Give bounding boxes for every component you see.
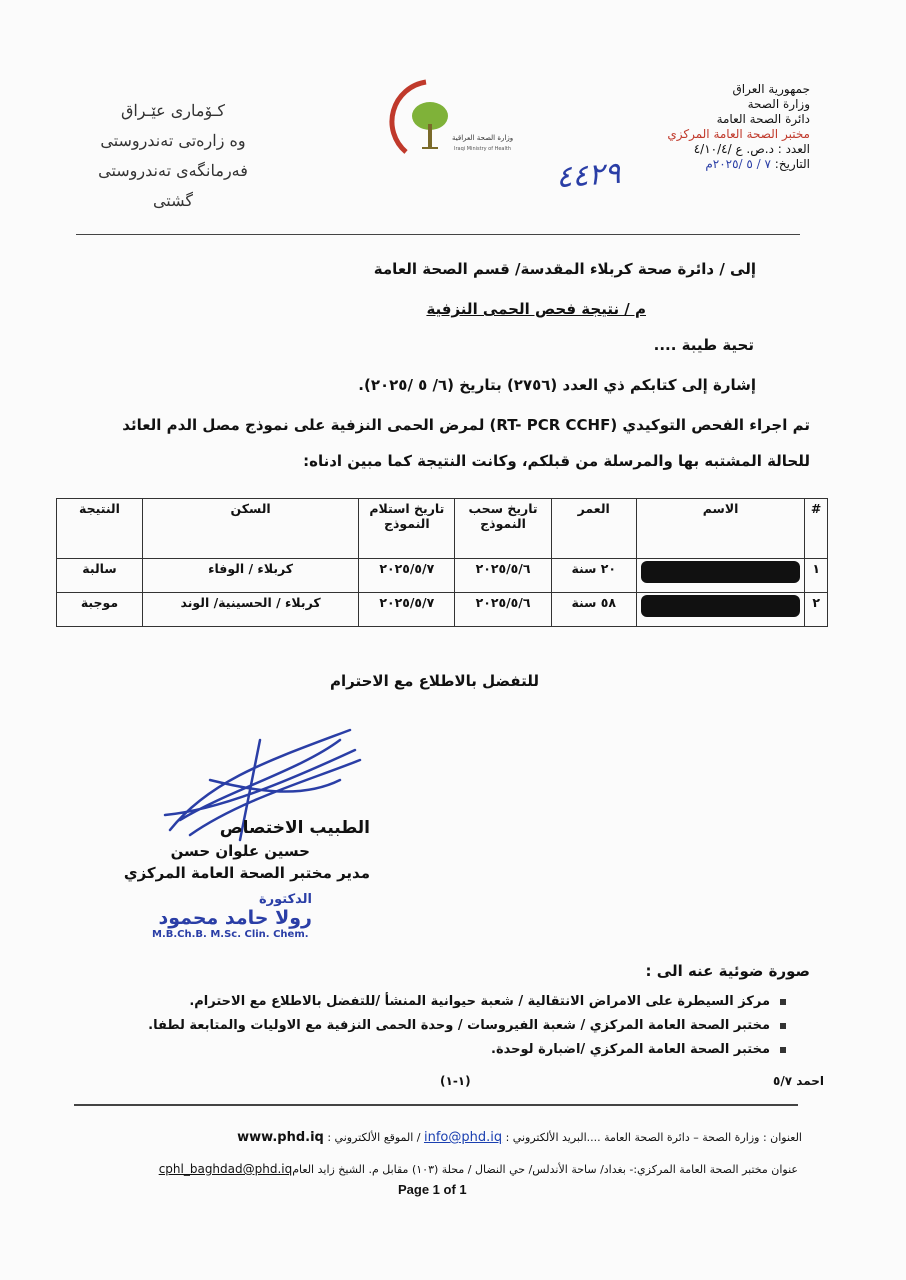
th-receipt-date: تاريخ استلام النموذج <box>359 499 455 559</box>
cc-item-text: مختبر الصحة العامة المركزي / شعبة الفيروسات / وحدة الحمى النزفية مع الاوليات والمتابعة لطفا. <box>148 1018 770 1033</box>
header-lab: مختبر الصحة العامة المركزي <box>667 127 810 141</box>
letter-closing: للتفضل بالاطلاع مع الاحترام <box>330 672 539 690</box>
cell-collection-date: ٢٠٢٥/٥/٦ <box>455 559 551 593</box>
signature-name: حسين علوان حسن <box>170 842 310 860</box>
footer-website[interactable]: www.phd.iq <box>237 1130 324 1145</box>
cell-index: ٢ <box>805 593 828 627</box>
handwritten-number: ٤٤٢٩ <box>554 155 622 196</box>
letter-body-line2: للحالة المشتبه بها والمرسلة من قبلكم، وكانت النتيجة كما مبين ادناه: <box>303 452 810 470</box>
th-result: النتيجة <box>57 499 143 559</box>
list-item <box>106 1014 786 1038</box>
svg-text:وزارة الصحة العراقية: وزارة الصحة العراقية <box>452 134 514 142</box>
th-residence: السكن <box>142 499 358 559</box>
cc-heading: صورة ضوئية عنه الى : <box>645 962 810 980</box>
cell-receipt-date: ٢٠٢٥/٥/٧ <box>359 593 455 627</box>
signature-title: الطبيب الاختصاص <box>219 818 370 838</box>
header-country: جمهورية العراق <box>732 82 810 96</box>
cc-item-text: مركز السيطرة على الامراض الانتقالية / شعبة حيوانية المنشأ /للتفضل بالاطلاع مع الاحترام. <box>189 994 770 1009</box>
header-ministry: وزارة الصحة <box>747 97 810 111</box>
header-divider <box>76 234 800 235</box>
footer-address1-mid: / الموقع الألكتروني : <box>327 1131 421 1144</box>
footer-divider <box>74 1104 798 1106</box>
list-item <box>106 1038 786 1062</box>
cell-residence: كربلاء / الحسينية/ الوند <box>142 593 358 627</box>
doctor-stamp <box>152 892 312 940</box>
letter-recipient: إلى / دائرة صحة كربلاء المقدسة/ قسم الصحة العامة <box>373 260 756 278</box>
header-department: دائرة الصحة العامة <box>716 112 810 126</box>
list-item <box>106 990 786 1014</box>
header-number: العدد : د.ص. ع /٤/١٠/٤ <box>693 142 810 156</box>
redaction-mark <box>641 595 800 617</box>
footer-email-link[interactable]: info@phd.iq <box>423 1130 503 1145</box>
ministry-logo <box>386 74 514 164</box>
header-kurdish-department: فەرمانگەى تەندروستى گشتى <box>98 161 248 210</box>
th-collection-date: تاريخ سحب النموذج <box>455 499 551 559</box>
footer-address1-prefix: العنوان : وزارة الصحة – دائرة الصحة العامة ....البريد الألكتروني : <box>505 1131 802 1144</box>
letter-subject: م / نتيجة فحص الحمى النزفية <box>426 300 646 318</box>
cell-collection-date: ٢٠٢٥/٥/٦ <box>455 593 551 627</box>
signature-block <box>100 818 370 882</box>
table-header-row <box>57 499 828 559</box>
cc-item-text: مختبر الصحة العامة المركزي /اضبارة لوحدة. <box>491 1042 770 1057</box>
letter-reference: إشارة إلى كتابكم ذي العدد (٢٧٥٦) بتاريخ (٦/ ٥ /٢٠٢٥). <box>358 376 756 394</box>
cell-age: ٥٨ سنة <box>551 593 636 627</box>
cell-index: ١ <box>805 559 828 593</box>
signature-position: مدير مختبر الصحة العامة المركزي <box>123 864 370 882</box>
footer-lab-email-link[interactable]: cphl_baghdad@phd.iq <box>158 1162 293 1176</box>
header-kurdish-country: كـۆمارى عێـراق <box>120 101 226 120</box>
stamp-credentials: M.B.Ch.B. M.Sc. Clin. Chem. <box>152 929 309 940</box>
header-date-value: ٧ / ٥ /٢٠٢٥م <box>705 157 771 171</box>
stamp-name: رولا حامد محمود <box>158 907 312 929</box>
cc-list <box>106 990 786 1062</box>
header-kurdish-ministry: وه زارەتى تەندروستى <box>100 131 246 150</box>
cell-receipt-date: ٢٠٢٥/٥/٧ <box>359 559 455 593</box>
footer-address2: عنوان مختبر الصحة العامة المركزي:- بغداد/ ساحة الأندلس/ حي النضال / محلة (١٠٣) مقابل م. الشيخ زايد العام <box>292 1163 798 1176</box>
stamp-title: الدكتورة <box>258 892 312 907</box>
cell-name-redacted <box>636 559 804 593</box>
results-table-wrap <box>56 498 828 627</box>
letter-greeting: تحية طيبة .... <box>653 336 754 354</box>
page-code: (١-١) <box>440 1074 471 1088</box>
author-initials: احمد ٥/٧ <box>773 1074 824 1088</box>
table-row <box>57 593 828 627</box>
header-kurdish-block <box>88 96 258 216</box>
table-row <box>57 559 828 593</box>
cell-result: سالبة <box>57 559 143 593</box>
cell-age: ٢٠ سنة <box>551 559 636 593</box>
letter-body-line1: تم اجراء الفحص التوكيدي (RT- PCR CCHF) لمرض الحمى النزفية على نموذج مصل الدم العائد <box>122 416 810 434</box>
redaction-mark <box>641 561 800 583</box>
cell-name-redacted <box>636 593 804 627</box>
th-name: الاسم <box>636 499 804 559</box>
footer-address-line2 <box>98 1162 798 1176</box>
th-age: العمر <box>551 499 636 559</box>
results-table <box>56 498 828 627</box>
page-number: Page 1 of 1 <box>398 1182 467 1197</box>
header-date-label: التاريخ: <box>774 157 810 171</box>
cell-residence: كربلاء / الوفاء <box>142 559 358 593</box>
th-index: # <box>805 499 828 559</box>
footer-address-line1 <box>102 1130 802 1145</box>
cell-result: موجبة <box>57 593 143 627</box>
svg-text:Iraqi Ministry of Health: Iraqi Ministry of Health <box>454 146 512 152</box>
